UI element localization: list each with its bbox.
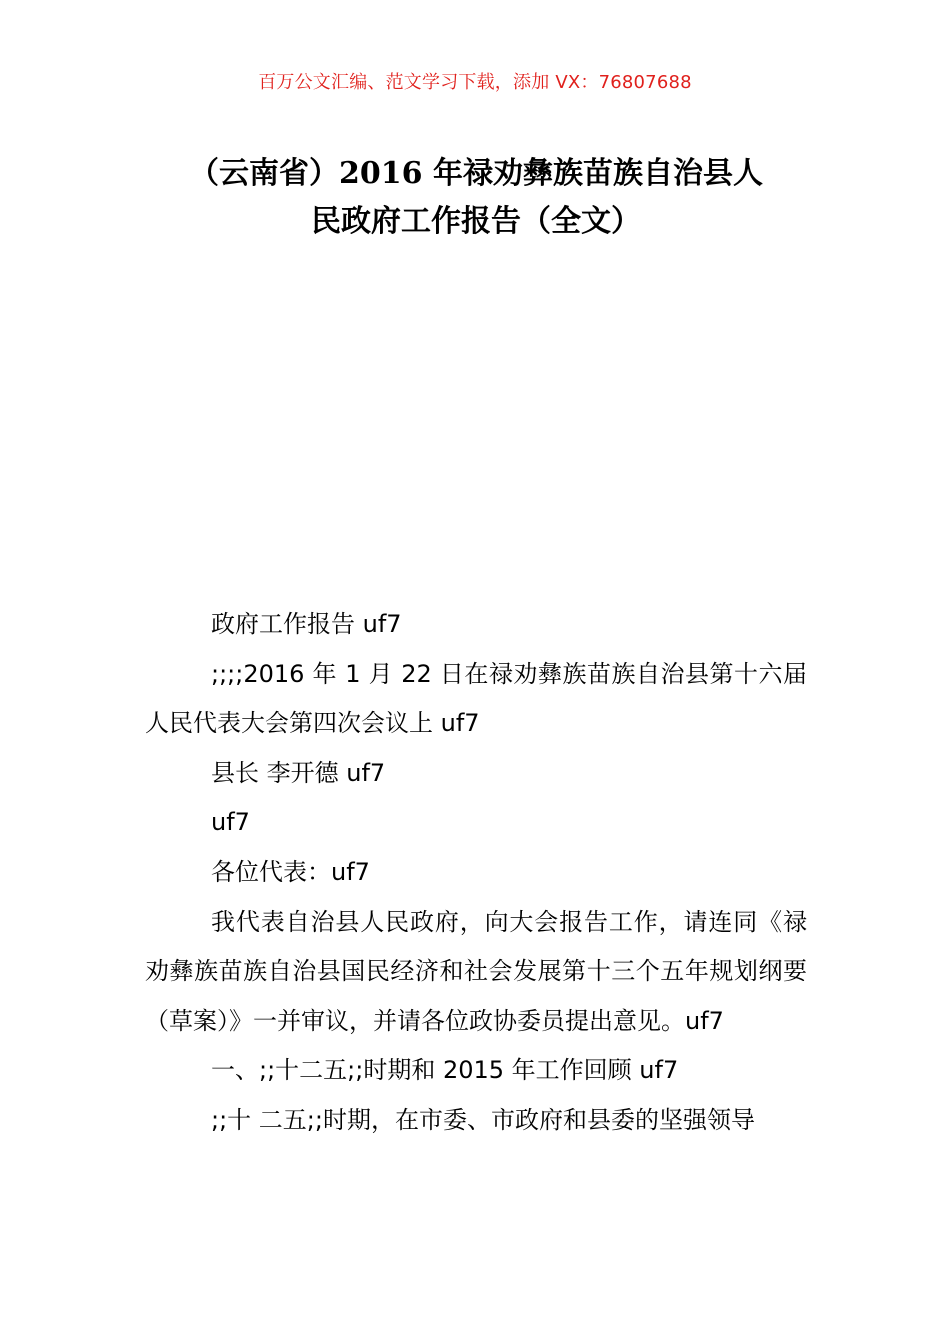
paragraph-review-start: ;;十 二五;;时期，在市委、市政府和县委的坚强领导 [211, 1105, 755, 1134]
paragraph-salutation: 各位代表：uf7 [211, 857, 370, 886]
title-line-2: 民政府工作报告（全文） [311, 204, 641, 239]
paragraph-marker: uf7 [211, 808, 250, 837]
header-banner: 百万公文汇编、范文学习下载，添加 VX：76807688 [258, 72, 692, 93]
paragraph-speaker: 县长 李开德 uf7 [211, 758, 386, 787]
section-heading-review: 一、;;十二五;;时期和 2015 年工作回顾 uf7 [211, 1056, 679, 1085]
paragraph-intro: 我代表自治县人民政府，向大会报告工作，请连同《禄劝彝族苗族自治县国民经济和社会发展第十三个五年规划纲要（草案）》一并审议，并请各位政协委员提出意见。uf7 [145, 907, 807, 1035]
document-body [145, 600, 807, 1146]
document-title [145, 150, 807, 246]
paragraph-meeting-info: ;;;;2016 年 1 月 22 日在禄劝彝族苗族自治县第十六届人民代表大会第四次会议上 uf7 [145, 659, 807, 738]
title-line-1: （云南省）2016 年禄劝彝族苗族自治县人 [189, 156, 763, 191]
paragraph-report-label: 政府工作报告 uf7 [211, 610, 402, 638]
